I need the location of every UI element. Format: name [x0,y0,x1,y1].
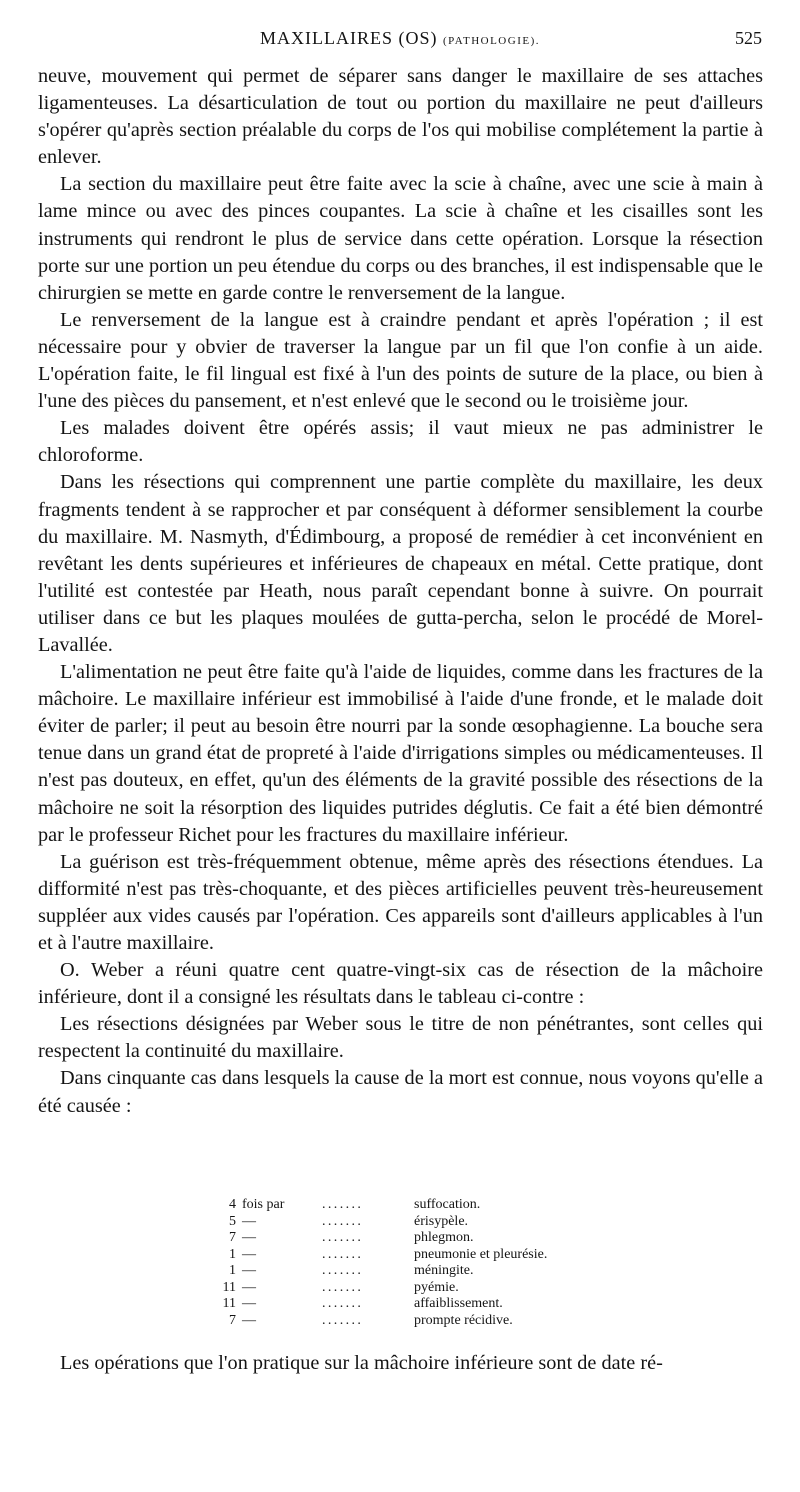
paragraph: La guérison est très-fréquemment obtenue, même après des résections étendues. La difformité n'est pas très-choquante, et des pièces artificielles peuvent très-heureusement suppléer aux vides causés par l'opération. Ces appareils sont d'ailleurs applicables à l'un et à l'autre maxillaire. [38,850,763,954]
closing-paragraph: Les opérations que l'on pratique sur la mâchoire inférieure sont de date ré- [60,1352,663,1374]
table-row [200,1313,620,1330]
causes-of-death-table [200,1197,620,1329]
cause-separator: — [242,1213,256,1229]
paragraph: Le renversement de la langue est à craindre pendant et après l'opération ; il est nécessaire pour y obvier de traverser la langue par un fil que l'on confie à un aide. L'opération faite, le fil lingual est fixé à l'un des points de suture de la place, ou bien à l'une des pièces du pansement, et n'est enlevé que le second ou le troisième jour. [38,308,763,413]
leader-dots: ....... [322,1213,364,1229]
cause-count: 11 [222,1279,236,1295]
cause-label: prompte récidive. [414,1312,513,1328]
cause-separator: — [242,1279,256,1295]
leader-dots: ....... [322,1296,364,1311]
cause-separator: — [242,1230,256,1245]
paragraph: Dans les résections qui comprennent une partie complète du maxillaire, les deux fragments tendent à se rapprocher et par conséquent à déformer sensiblement la courbe du maxillaire. M. Nasmyth, d'Édimbourg, a proposé de remédier à cet inconvénient en revêtant les dents supérieures et inférieures de chapeaux en métal. Cette pratique, dont l'utilité est contestée par Heath, nous paraît cependant bonne à suivre. On pourrait utiliser dans ce but les plaques moulées de gutta-percha, selon le procédé de Morel-Lavallée. [38,471,763,656]
running-head-subtitle: (PATHOLOGIE). [442,35,540,47]
cause-label: pyémie. [414,1279,459,1295]
cause-count: 1 [229,1263,236,1278]
table-row [200,1230,620,1247]
body-text [38,63,763,1120]
leader-dots: ....... [322,1263,364,1278]
paragraph: Les résections désignées par Weber sous le titre de non pénétrantes, sont celles qui respectent la continuité du maxillaire. [38,1013,763,1063]
paragraph: L'alimentation ne peut être faite qu'à l'aide de liquides, comme dans les fractures de la mâchoire. Le maxillaire inférieur est immobilisé à l'aide d'une fronde, et le malade doit éviter de parler; il peut au besoin être nourri par la sonde œsophagienne. La bouche sera tenue dans un grand état de propreté à l'aide d'irrigations simples ou médicamenteuses. Il n'est pas douteux, en effet, qu'un des éléments de la gravité possible des résections de la mâchoire ne soit la résorption des liquides putrides déglutis. Ce fait a été bien démontré par le professeur Richet pour les fractures du maxillaire inférieur. [38,661,763,846]
table-row [200,1214,620,1231]
cause-label: méningite. [414,1263,474,1278]
page-number: 525 [735,28,762,48]
paragraph: Les malades doivent être opérés assis; il vaut mieux ne pas administrer le chloroforme. [38,417,763,467]
paragraph: Dans cinquante cas dans lesquels la cause de la mort est connue, nous voyons qu'elle a été causée : [38,1067,763,1117]
cause-label: érisypèle. [414,1213,469,1229]
cause-label: affaiblissement. [414,1296,503,1311]
table-row [200,1296,620,1313]
cause-separator: — [242,1246,256,1262]
cause-count: 11 [222,1296,236,1311]
running-head [0,28,800,49]
page-header [0,28,800,54]
leader-dots: ....... [322,1197,364,1212]
cause-count: 1 [229,1246,236,1262]
cause-separator: fois par [242,1197,285,1212]
paragraph: O. Weber a réuni quatre cent quatre-vingt-six cas de résection de la mâchoire inférieure, dont il a consigné les résultats dans le tableau ci-contre : [38,959,763,1009]
running-head-title: MAXILLAIRES (OS) [259,28,438,48]
leader-dots: ....... [322,1312,364,1328]
table-row [200,1280,620,1297]
cause-separator: — [242,1312,256,1328]
cause-label: suffocation. [414,1197,481,1212]
cause-count: 7 [229,1312,236,1328]
leader-dots: ....... [322,1230,364,1245]
paragraph: neuve, mouvement qui permet de séparer sans danger le maxillaire de ses attaches ligamenteuses. La désarticulation de tout ou portion du maxillaire ne peut d'ailleurs s'opérer qu'après section préalable du corps de l'os qui mobilise complétement la partie à enlever. [38,65,763,169]
cause-count: 7 [229,1230,236,1245]
cause-count: 4 [229,1197,236,1212]
leader-dots: ....... [322,1279,364,1295]
cause-separator: — [242,1263,256,1278]
cause-separator: — [242,1296,256,1311]
cause-label: phlegmon. [414,1230,474,1245]
cause-label: pneumonie et pleurésie. [414,1246,548,1262]
table-row [200,1263,620,1280]
paragraph: La section du maxillaire peut être faite avec la scie à chaîne, avec une scie à main à lame mince ou avec des pinces coupantes. La scie à chaîne et les cisailles sont les instruments qui rendront le plus de service dans cette opération. Lorsque la résection porte sur une portion un peu étendue du corps ou des branches, il est indispensable que le chirurgien se mette en garde contre le renversement de la langue. [38,173,763,304]
leader-dots: ....... [322,1246,364,1262]
table-row [200,1197,620,1214]
cause-count: 5 [229,1213,236,1229]
table-row [200,1247,620,1264]
